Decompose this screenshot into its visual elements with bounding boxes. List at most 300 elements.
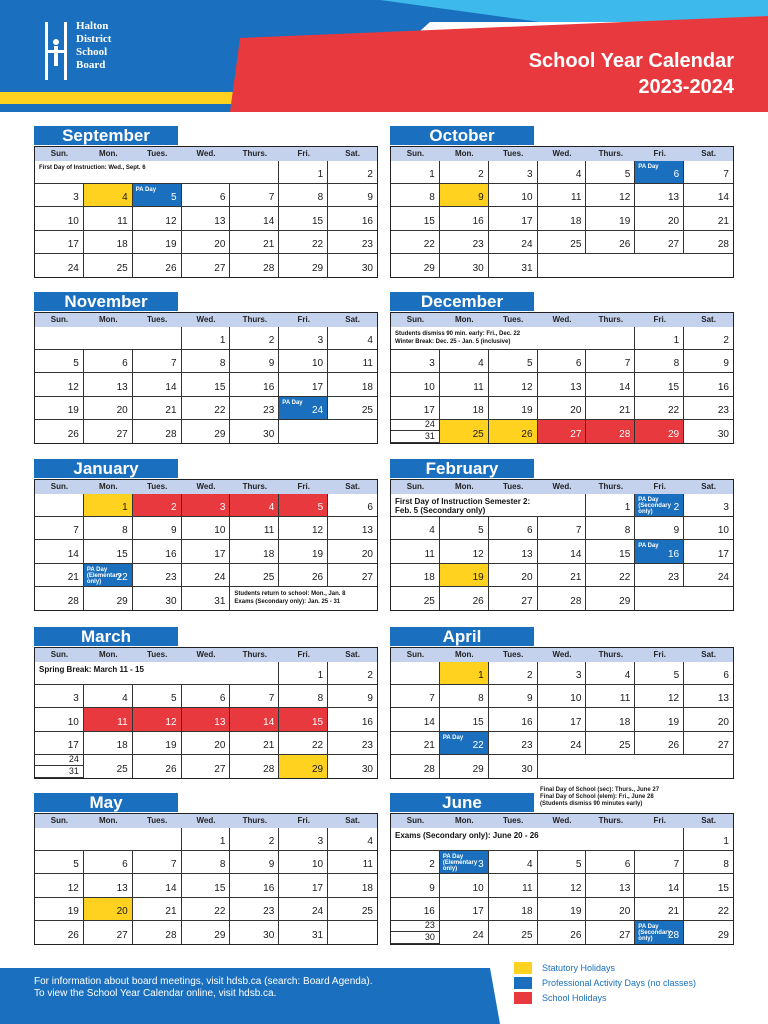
day-cell bbox=[635, 207, 684, 230]
day-number: 1 bbox=[122, 502, 128, 514]
day-number: 7 bbox=[73, 525, 79, 537]
day-cell bbox=[391, 397, 440, 420]
weekday-label: Thurs. bbox=[242, 816, 268, 825]
weekday-label: Fri. bbox=[297, 482, 310, 491]
day-number: 19 bbox=[165, 238, 177, 250]
day-number: 30 bbox=[424, 931, 435, 942]
day-number: 26 bbox=[570, 929, 582, 941]
weekday-label: Sun. bbox=[50, 315, 69, 324]
day-cell bbox=[489, 874, 538, 897]
day-cells bbox=[35, 161, 377, 277]
day-number: 25 bbox=[361, 905, 373, 917]
day-cell bbox=[84, 564, 133, 587]
day-number: 16 bbox=[361, 716, 373, 728]
day-cell bbox=[440, 397, 489, 420]
day-number: 8 bbox=[317, 693, 324, 705]
day-cell bbox=[635, 921, 684, 944]
day-number: 19 bbox=[67, 905, 79, 917]
day-number: 28 bbox=[263, 763, 275, 775]
day-cell bbox=[440, 587, 489, 610]
day-cell bbox=[35, 184, 84, 207]
weekday-header bbox=[391, 147, 733, 161]
day-number: 9 bbox=[268, 358, 275, 370]
day-number: 5 bbox=[73, 358, 79, 370]
day-cell bbox=[538, 685, 587, 708]
weekday-label: Tues. bbox=[502, 482, 524, 491]
day-number: 24 bbox=[312, 905, 324, 917]
day-cell bbox=[538, 231, 587, 254]
day-cell bbox=[635, 350, 684, 373]
day-cell bbox=[230, 755, 279, 778]
day-number: 15 bbox=[472, 716, 484, 728]
day-number: 30 bbox=[717, 428, 729, 440]
month-note: First Day of Instruction: Wed., Sept. 6 bbox=[39, 165, 146, 171]
legend-pa bbox=[514, 977, 696, 989]
day-cell bbox=[35, 708, 84, 731]
month-title: September bbox=[34, 126, 178, 145]
day-cell bbox=[182, 350, 231, 373]
day-cell bbox=[35, 898, 84, 921]
day-cell bbox=[440, 373, 489, 396]
day-cell bbox=[279, 397, 328, 420]
day-cell bbox=[35, 420, 84, 443]
day-number: 11 bbox=[117, 716, 128, 728]
day-number: 24 bbox=[67, 262, 79, 274]
day-cell bbox=[84, 231, 133, 254]
day-number: 14 bbox=[165, 381, 177, 393]
weekday-label: Sat. bbox=[701, 315, 716, 324]
day-number: 23 bbox=[717, 404, 729, 416]
day-cell bbox=[182, 828, 231, 851]
legend-label: Statutory Holidays bbox=[542, 963, 616, 973]
day-number: 3 bbox=[723, 502, 729, 514]
weekday-label: Fri. bbox=[653, 315, 666, 324]
day-number: 11 bbox=[522, 882, 533, 894]
day-cell bbox=[684, 373, 733, 396]
day-cell bbox=[538, 898, 587, 921]
day-number: 11 bbox=[473, 381, 484, 393]
day-number: 29 bbox=[214, 929, 226, 941]
month-september bbox=[34, 126, 378, 278]
day-number: 24 bbox=[68, 754, 79, 765]
day-number: 16 bbox=[668, 548, 680, 560]
month-grid bbox=[390, 647, 734, 779]
day-cell bbox=[182, 327, 231, 350]
day-number: 7 bbox=[170, 859, 177, 871]
day-cell bbox=[635, 517, 684, 540]
month-title: November bbox=[34, 292, 178, 311]
month-grid bbox=[34, 312, 378, 444]
day-number: 14 bbox=[717, 192, 729, 204]
day-number: 15 bbox=[619, 548, 631, 560]
day-number: 15 bbox=[312, 215, 324, 227]
day-cell bbox=[328, 327, 377, 350]
day-number: 14 bbox=[423, 716, 435, 728]
day-number: 13 bbox=[214, 716, 226, 728]
day-cell bbox=[328, 231, 377, 254]
day-cell bbox=[586, 732, 635, 755]
day-number: 12 bbox=[312, 525, 324, 537]
day-number: 5 bbox=[478, 525, 484, 537]
day-number: 29 bbox=[423, 262, 435, 274]
day-cell bbox=[489, 540, 538, 563]
day-number: 7 bbox=[268, 693, 275, 705]
day-number: 26 bbox=[67, 428, 79, 440]
day-cell bbox=[328, 350, 377, 373]
weekday-label: Fri. bbox=[653, 482, 666, 491]
day-number: 26 bbox=[521, 428, 533, 440]
month-note: Spring Break: March 11 - 15 bbox=[39, 665, 144, 674]
trailing-blank bbox=[279, 420, 377, 443]
day-cell bbox=[440, 898, 489, 921]
day-cell bbox=[684, 494, 733, 517]
day-cell bbox=[489, 161, 538, 184]
day-cell bbox=[391, 564, 440, 587]
day-cell bbox=[489, 921, 538, 944]
day-cell bbox=[35, 587, 84, 610]
day-cell bbox=[279, 231, 328, 254]
day-number: 2 bbox=[367, 670, 373, 682]
day-cell bbox=[133, 898, 182, 921]
day-cell bbox=[635, 327, 684, 350]
day-number: 17 bbox=[67, 238, 79, 250]
day-cell bbox=[538, 517, 587, 540]
day-cell bbox=[133, 494, 182, 517]
weekday-label: Wed. bbox=[196, 650, 216, 659]
day-number: 10 bbox=[214, 525, 226, 537]
day-cell bbox=[279, 564, 328, 587]
day-cell bbox=[182, 254, 231, 277]
day-number: 16 bbox=[263, 381, 275, 393]
month-note: Exams (Secondary only): June 20 - 26 bbox=[395, 831, 539, 840]
day-number: 10 bbox=[717, 525, 729, 537]
day-cell bbox=[182, 921, 231, 944]
day-cell bbox=[84, 540, 133, 563]
day-number: 14 bbox=[668, 882, 680, 894]
day-cell bbox=[133, 254, 182, 277]
day-number: 20 bbox=[668, 215, 680, 227]
day-cell bbox=[684, 564, 733, 587]
day-cell bbox=[84, 708, 133, 731]
day-number: 4 bbox=[478, 358, 484, 370]
month-title: March bbox=[34, 627, 178, 646]
day-cell bbox=[586, 898, 635, 921]
day-cell bbox=[35, 231, 84, 254]
day-cell bbox=[133, 874, 182, 897]
day-cell bbox=[230, 397, 279, 420]
day-cell bbox=[489, 254, 538, 277]
day-number: 17 bbox=[717, 548, 729, 560]
day-number: 28 bbox=[570, 595, 582, 607]
day-number: 12 bbox=[165, 716, 177, 728]
day-cells bbox=[391, 327, 733, 443]
day-number: 22 bbox=[619, 571, 631, 583]
day-cell bbox=[182, 373, 231, 396]
day-cell bbox=[328, 517, 377, 540]
day-cell bbox=[489, 564, 538, 587]
day-cell bbox=[133, 564, 182, 587]
day-cell bbox=[133, 851, 182, 874]
month-note: Students return to school: Mon., Jan. 8 Exams (Secondary only): Jan. 25 - 31 bbox=[234, 590, 346, 605]
day-cell bbox=[538, 587, 587, 610]
pa-day-label: PA Day (Elementary only) bbox=[86, 566, 122, 585]
day-number: 15 bbox=[717, 882, 729, 894]
day-cells bbox=[391, 662, 733, 778]
day-number: 14 bbox=[619, 381, 631, 393]
day-number: 23 bbox=[263, 404, 275, 416]
day-number: 23 bbox=[361, 238, 373, 250]
day-cell bbox=[635, 231, 684, 254]
day-cell bbox=[391, 898, 440, 921]
day-number: 19 bbox=[67, 404, 79, 416]
weekday-label: Wed. bbox=[196, 315, 216, 324]
weekday-label: Sat. bbox=[345, 315, 360, 324]
day-cell bbox=[35, 755, 84, 767]
day-cell bbox=[538, 373, 587, 396]
day-cell bbox=[182, 397, 231, 420]
day-cell bbox=[684, 184, 733, 207]
day-cell bbox=[230, 420, 279, 443]
day-cell bbox=[230, 874, 279, 897]
weekday-label: Thurs. bbox=[242, 482, 268, 491]
day-number: 17 bbox=[67, 739, 79, 751]
day-cell bbox=[35, 874, 84, 897]
day-number: 11 bbox=[362, 358, 373, 370]
day-cell bbox=[586, 350, 635, 373]
day-cell bbox=[279, 685, 328, 708]
day-cell bbox=[489, 662, 538, 685]
day-number: 22 bbox=[214, 905, 226, 917]
day-cell bbox=[328, 494, 377, 517]
day-number: 22 bbox=[423, 238, 435, 250]
day-cell bbox=[489, 708, 538, 731]
day-number: 2 bbox=[673, 502, 680, 514]
day-number: 14 bbox=[165, 882, 177, 894]
weekday-label: Sat. bbox=[345, 482, 360, 491]
day-cell bbox=[684, 685, 733, 708]
weekday-label: Wed. bbox=[196, 482, 216, 491]
weekday-label: Tues. bbox=[146, 149, 168, 158]
weekday-label: Wed. bbox=[552, 650, 572, 659]
day-cell bbox=[684, 828, 733, 851]
day-cell bbox=[440, 564, 489, 587]
day-number: 13 bbox=[570, 381, 582, 393]
day-cell bbox=[391, 431, 440, 443]
day-number: 30 bbox=[263, 428, 275, 440]
day-number: 22 bbox=[214, 404, 226, 416]
day-cell bbox=[84, 517, 133, 540]
day-cell bbox=[635, 494, 684, 517]
day-number: 24 bbox=[521, 238, 533, 250]
day-number: 31 bbox=[312, 929, 324, 941]
day-number: 26 bbox=[67, 929, 79, 941]
day-number: 15 bbox=[214, 882, 226, 894]
month-grid bbox=[34, 813, 378, 945]
weekday-header bbox=[391, 814, 733, 828]
month-grid bbox=[390, 146, 734, 278]
month-title: May bbox=[34, 793, 178, 812]
day-cell bbox=[182, 184, 231, 207]
school-swatch bbox=[514, 992, 532, 1004]
day-number: 17 bbox=[214, 548, 226, 560]
day-cell bbox=[133, 420, 182, 443]
day-cell bbox=[230, 708, 279, 731]
day-cell bbox=[133, 921, 182, 944]
day-cell bbox=[586, 161, 635, 184]
day-cell bbox=[586, 420, 635, 443]
day-number: 6 bbox=[624, 859, 631, 871]
day-cell bbox=[586, 921, 635, 944]
weekday-label: Mon. bbox=[454, 482, 474, 491]
day-cell bbox=[279, 327, 328, 350]
day-number: 18 bbox=[361, 381, 373, 393]
day-number: 21 bbox=[165, 404, 177, 416]
month-grid bbox=[34, 479, 378, 611]
weekday-label: Tues. bbox=[146, 650, 168, 659]
day-cell bbox=[35, 373, 84, 396]
day-number: 25 bbox=[263, 571, 275, 583]
day-number: 20 bbox=[619, 905, 631, 917]
day-number: 26 bbox=[312, 571, 324, 583]
day-number: 9 bbox=[367, 693, 373, 705]
day-number: 15 bbox=[214, 381, 226, 393]
day-cell bbox=[684, 231, 733, 254]
day-number: 13 bbox=[361, 525, 373, 537]
header-banner bbox=[0, 0, 768, 112]
day-number: 8 bbox=[219, 859, 226, 871]
day-cell bbox=[586, 207, 635, 230]
day-cell bbox=[230, 207, 279, 230]
day-cell bbox=[586, 231, 635, 254]
day-number: 21 bbox=[423, 739, 435, 751]
day-cell bbox=[635, 420, 684, 443]
day-number: 21 bbox=[570, 571, 582, 583]
day-number: 5 bbox=[170, 693, 177, 705]
month-title: June bbox=[390, 793, 534, 812]
title-line2: 2023-2024 bbox=[638, 76, 734, 98]
day-cell bbox=[684, 517, 733, 540]
month-note: Students dismiss 90 min. early: Fri., Dec. 22 Winter Break: Dec. 25 - Jan. 5 (inclusive) bbox=[395, 331, 521, 345]
day-number: 6 bbox=[575, 358, 582, 370]
day-number: 18 bbox=[116, 238, 128, 250]
day-cell bbox=[328, 254, 377, 277]
day-number: 5 bbox=[575, 859, 582, 871]
day-cell bbox=[328, 708, 377, 731]
weekday-label: Mon. bbox=[98, 315, 118, 324]
day-cell bbox=[84, 685, 133, 708]
day-number: 24 bbox=[214, 571, 226, 583]
weekday-label: Sat. bbox=[701, 816, 716, 825]
day-number: 19 bbox=[472, 571, 484, 583]
day-number: 20 bbox=[570, 404, 582, 416]
day-cell bbox=[538, 397, 587, 420]
day-number: 12 bbox=[472, 548, 484, 560]
day-cell bbox=[328, 540, 377, 563]
pa-day-label: PA Day bbox=[442, 734, 464, 741]
logo-line: District bbox=[76, 33, 112, 45]
day-number: 17 bbox=[312, 381, 324, 393]
day-number: 22 bbox=[472, 739, 484, 751]
weekday-label: Sun. bbox=[406, 149, 425, 158]
day-number: 4 bbox=[624, 670, 631, 682]
weekday-label: Thurs. bbox=[598, 149, 624, 158]
trailing-blank bbox=[538, 254, 733, 277]
month-title: January bbox=[34, 459, 178, 478]
day-number: 4 bbox=[268, 502, 275, 514]
weekday-header bbox=[391, 313, 733, 327]
day-cell bbox=[182, 517, 231, 540]
weekday-label: Tues. bbox=[502, 315, 524, 324]
day-cell bbox=[230, 254, 279, 277]
day-number: 25 bbox=[116, 763, 128, 775]
day-number: 21 bbox=[263, 739, 275, 751]
day-number: 3 bbox=[317, 335, 324, 347]
day-number: 21 bbox=[668, 905, 680, 917]
day-cell bbox=[440, 420, 489, 443]
day-number: 22 bbox=[668, 404, 680, 416]
day-number: 19 bbox=[570, 905, 582, 917]
weekday-label: Sun. bbox=[406, 315, 425, 324]
day-number: 7 bbox=[429, 693, 435, 705]
day-cell bbox=[182, 564, 231, 587]
day-cell bbox=[35, 397, 84, 420]
day-number: 23 bbox=[361, 739, 373, 751]
day-number: 18 bbox=[116, 739, 128, 751]
weekday-label: Sat. bbox=[701, 149, 716, 158]
day-number: 4 bbox=[367, 836, 373, 848]
day-number: 29 bbox=[312, 262, 324, 274]
month-december bbox=[390, 292, 734, 444]
day-number: 27 bbox=[214, 262, 226, 274]
day-number: 4 bbox=[122, 192, 128, 204]
day-number: 5 bbox=[624, 169, 631, 181]
day-cell bbox=[279, 662, 328, 685]
weekday-label: Thurs. bbox=[598, 482, 624, 491]
day-cell bbox=[684, 540, 733, 563]
day-number: 24 bbox=[312, 404, 324, 416]
weekday-header bbox=[35, 147, 377, 161]
day-cell bbox=[182, 732, 231, 755]
day-cell bbox=[635, 373, 684, 396]
day-cell bbox=[586, 685, 635, 708]
weekday-label: Thurs. bbox=[242, 149, 268, 158]
day-cell bbox=[133, 184, 182, 207]
day-cell bbox=[182, 231, 231, 254]
day-number: 29 bbox=[619, 595, 631, 607]
day-number: 29 bbox=[116, 595, 128, 607]
day-cell bbox=[279, 350, 328, 373]
day-number: 14 bbox=[263, 215, 275, 227]
day-cell bbox=[391, 161, 440, 184]
day-cell bbox=[684, 662, 733, 685]
day-cell bbox=[84, 420, 133, 443]
day-number: 16 bbox=[472, 215, 484, 227]
day-number: 4 bbox=[429, 525, 435, 537]
weekday-label: Tues. bbox=[502, 149, 524, 158]
pa-day-label: PA Day bbox=[282, 399, 303, 406]
day-number: 9 bbox=[723, 358, 729, 370]
weekday-label: Fri. bbox=[297, 650, 310, 659]
day-cell bbox=[489, 350, 538, 373]
footer-line2: To view the School Year Calendar online, visit hdsb.ca. bbox=[34, 988, 277, 999]
weekday-label: Wed. bbox=[552, 315, 572, 324]
day-cell bbox=[635, 851, 684, 874]
day-cell bbox=[538, 662, 587, 685]
day-cell bbox=[635, 397, 684, 420]
day-number: 21 bbox=[67, 571, 79, 583]
day-number: 25 bbox=[619, 739, 631, 751]
day-cell bbox=[35, 350, 84, 373]
